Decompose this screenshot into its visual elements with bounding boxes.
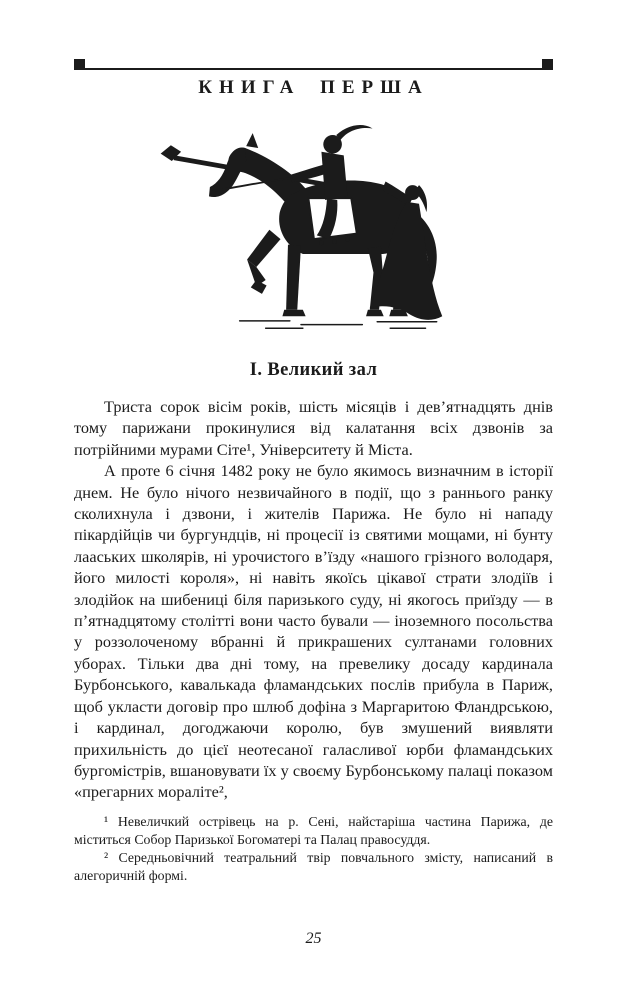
book-title: КНИГА ПЕРША xyxy=(198,77,429,98)
black-square-icon-right xyxy=(542,59,553,70)
knight-horseback-illustration xyxy=(156,120,472,334)
footnotes xyxy=(74,813,553,886)
chapter-title: І. Великий зал xyxy=(249,360,378,380)
header-ornament-row xyxy=(74,58,553,70)
footnote: ¹ Невеличкий острівець на р. Сені, найстаріша частина Парижа, де міститься Собор Паризької Богоматері та Палац правосуддя. xyxy=(74,813,553,847)
body-paragraph: А проте 6 січня 1482 року не було якимось визначним в історії днем. Не було нічого незвичайного в події, що з раннього ранку сколихнула і дзвони, і жителів Парижа. Не було ні нападу пікардійців чи бургундців, ні процесії із святими мощами, ні бунту лааських школярів, ні урочистого в’їзду «нашого грізного володаря, його милості короля», ні навіть якоїсь цікавої страти злодіїв і злодійок на шибениці біля паризького суду, ні якогось приїзду — в п’ятнадцятому столітті вони часто бували — іноземного посольства у роззолоченому вбранні й прикрашених султанами головних уборах. Тільки два дні тому, на превелику досаду кардинала Бурбонського, кавалькада фламандських послів прибула в Париж, щоб укласти договір про шлюб дофіна з Маргаритою Фландрською, і кардинал, догоджаючи королю, був змушений виявляти прихильність до цієї неотесаної галасливої юрби фламандських бургомістрів, вшановувати їх у своєму Бурбонському палаці показом «прегарних мораліте², xyxy=(74,461,553,802)
footnote: ² Середньовічний театральний твір повчального змісту, написаний в алегоричній формі. xyxy=(74,850,553,884)
page-number: 25 xyxy=(305,930,322,947)
black-square-icon-left xyxy=(74,59,85,70)
page-header xyxy=(74,58,553,99)
header-rule xyxy=(85,68,542,70)
body-text xyxy=(74,396,553,803)
body-paragraph: Триста сорок вісім років, шість місяців і дев’ятнадцять днів тому парижани прокинулися від калатання всіх дзвонів за потрійними мурами Сіте¹, Університету й Міста. xyxy=(74,397,553,459)
illustration-container xyxy=(74,120,553,334)
